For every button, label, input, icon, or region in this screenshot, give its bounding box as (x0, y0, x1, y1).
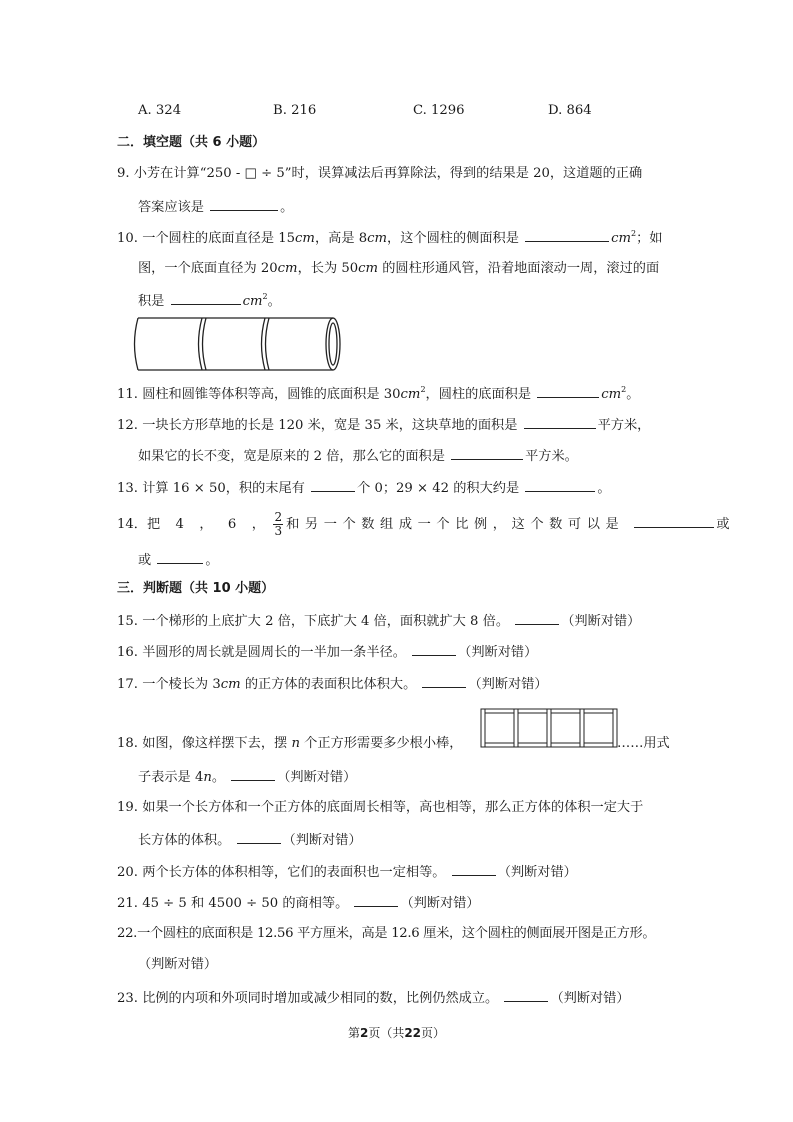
question-20: 20. 两个长方体的体积相等，它们的表面积也一定相等。 （判断对错） (117, 862, 577, 882)
stick (518, 709, 547, 713)
question-18-dots: ……用式 (617, 736, 670, 751)
stick (514, 709, 518, 747)
answer-blank[interactable] (412, 642, 456, 656)
stick (584, 709, 613, 713)
question-16: 16. 半圆形的周长就是圆周长的一半加一条半径。 （判断对错） (117, 642, 537, 662)
question-18-line-1: 18. 如图，像这样摆下去，摆 n 个正方形需要多少根小棒， (117, 736, 463, 751)
answer-blank[interactable] (525, 228, 609, 242)
answer-blank[interactable] (157, 550, 203, 564)
ventilation-pipe-figure (130, 314, 345, 374)
answer-blank[interactable] (452, 862, 496, 876)
question-9-line-2: 答案应该是 。 (138, 197, 293, 217)
answer-blank[interactable] (231, 767, 275, 781)
option-d: D. 864 (548, 103, 592, 118)
page-footer: 第2页（共22页） (347, 1026, 446, 1040)
pipe-joint-1a (199, 318, 203, 370)
question-12-line-2: 如果它的长不变，宽是原来的 2 倍，那么它的面积是 平方米。 (138, 446, 578, 466)
matchstick-squares-figure (478, 707, 618, 749)
stick (551, 709, 580, 713)
answer-blank[interactable] (354, 893, 398, 907)
question-21: 21. 45 ÷ 5 和 4500 ÷ 50 的商相等。 （判断对错） (117, 893, 480, 913)
answer-blank[interactable] (504, 988, 548, 1002)
stick (485, 709, 514, 713)
pipe-joint-1b (203, 318, 207, 370)
pipe-right-inner (329, 323, 337, 365)
question-18-line-2: 子表示是 4n。 （判断对错） (138, 767, 356, 787)
option-c: C. 1296 (413, 103, 465, 118)
stick (584, 743, 613, 747)
question-13: 13. 计算 16 × 50，积的末尾有 个 0；29 × 42 的积大约是 。 (117, 478, 611, 498)
answer-blank[interactable] (311, 478, 355, 492)
question-11: 11. 圆柱和圆锥等体积等高，圆锥的底面积是 $30cm^2$，圆柱的底面积是 $cm^2$。 (117, 385, 640, 402)
question-19-line-2: 长方体的体积。 （判断对错） (138, 830, 362, 850)
stick (518, 743, 547, 747)
question-23: 23. 比例的内项和外项同时增加或减少相同的数，比例仍然成立。 （判断对错） (117, 988, 630, 1008)
question-10-line-2: 图，一个底面直径为 20cm，长为 50cm 的圆柱形通风管，沿着地面滚动一周，滚过的面 (138, 261, 660, 276)
stick (485, 743, 514, 747)
option-b: B. 216 (273, 103, 317, 118)
question-19-line-1: 19. 如果一个长方体和一个正方体的底面周长相等，高也相等，那么正方体的体积一定大于 (117, 800, 644, 815)
question-14-line-1: 14．把 4 ， 6 ， $\frac{2}{3}$ 和另一个数组成一个比例，这个数可以是 或 (117, 510, 730, 538)
question-10-line-3: 积是 $cm^2$。 (138, 292, 281, 309)
question-15: 15. 一个梯形的上底扩大 2 倍，下底扩大 4 倍，面积就扩大 8 倍。 （判断对错） (117, 611, 640, 631)
question-22-line-2: （判断对错） (138, 957, 218, 972)
fraction: $\frac{2}{3}$ (274, 510, 283, 538)
section-2-heading: 二．填空题（共 6 小题） (117, 135, 266, 150)
answer-blank[interactable] (422, 674, 466, 688)
pipe-left-end (135, 318, 139, 370)
pipe-joint-2b (266, 318, 270, 370)
answer-blank[interactable] (171, 291, 241, 305)
answer-blank[interactable] (537, 384, 599, 398)
answer-blank[interactable] (451, 446, 523, 460)
answer-blank[interactable] (237, 830, 281, 844)
answer-blank[interactable] (634, 514, 714, 528)
question-10-line-1: 10. 一个圆柱的底面直径是 15cm，高是 8cm，这个圆柱的侧面积是 $cm^2$；如 (117, 229, 663, 246)
question-9-line-1: 9. 小芳在计算“250 - □ ÷ 5”时，误算减法后再算除法，得到的结果是 20，这道题的正确 (117, 166, 643, 181)
section-3-heading: 三．判断题（共 10 小题） (117, 581, 275, 596)
question-14-line-2: 或 。 (138, 550, 219, 570)
question-17: 17. 一个棱长为 3cm 的正方体的表面积比体积大。 （判断对错） (117, 674, 548, 694)
answer-blank[interactable] (524, 415, 596, 429)
stick (551, 743, 580, 747)
answer-blank[interactable] (210, 197, 278, 211)
pipe-right-outer (326, 318, 340, 370)
question-12-line-1: 12. 一块长方形草地的长是 120 米，宽是 35 米，这块草地的面积是 平方米， (117, 415, 650, 435)
answer-blank[interactable] (525, 478, 595, 492)
stick (580, 709, 584, 747)
pipe-joint-2a (262, 318, 266, 370)
stick (481, 709, 485, 747)
question-22-line-1: 22.一个圆柱的底面积是 12.56 平方厘米，高是 12.6 厘米，这个圆柱的侧面展开图是正方形。 (117, 926, 656, 941)
option-a: A. 324 (138, 103, 182, 118)
answer-blank[interactable] (515, 611, 559, 625)
stick (547, 709, 551, 747)
